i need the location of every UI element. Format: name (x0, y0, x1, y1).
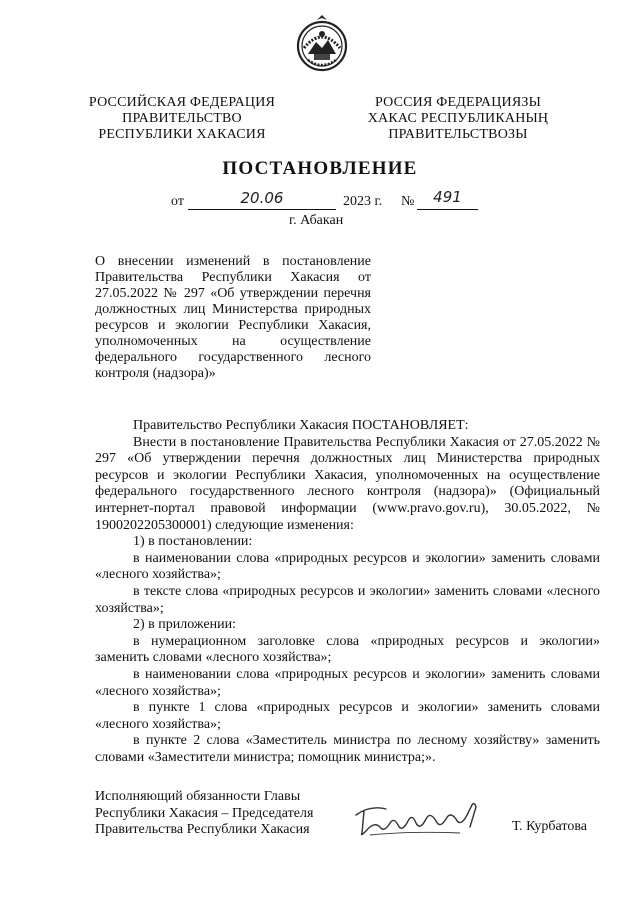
header-left-line: РЕСПУБЛИКИ ХАКАСИЯ (98, 127, 266, 142)
signatory-name: Т. Курбатова (512, 819, 587, 834)
number-handwritten: 491 (433, 188, 462, 206)
date-handwritten: 20.06 (240, 189, 284, 207)
number-underline (417, 188, 478, 210)
position-line: Республики Хакасия – Председателя (95, 805, 314, 821)
body-paragraph: в наименовании слова «природных ресурсов и экологии» заменить словами «лесного хозяйства»; (95, 666, 600, 699)
date-line (0, 188, 640, 215)
handwritten-signature (350, 797, 490, 841)
header-right (358, 95, 558, 143)
body-paragraph: в наименовании слова «природных ресурсов и экологии» заменить словами «лесного хозяйства»; (95, 550, 600, 583)
body-paragraph: 1) в постановлении: (133, 534, 253, 550)
body-paragraph: в тексте слова «природных ресурсов и экологии» заменить словами «лесного хозяйства»; (95, 583, 600, 616)
header-right-line: ПРАВИТЕЛЬСТВОЗЫ (388, 127, 528, 142)
subject: О внесении изменений в постановление Правительства Республики Хакасия от 27.05.2022 № 297 «Об утверждении перечня должностных лиц Министерства природных ресурсов и экологии Республики Хакасия, уполномоченных на осуществление федерального государственного лесного контроля (надзора)» (95, 254, 371, 381)
header-right-line: ХАКАС РЕСПУБЛИКАНЫҢ (367, 111, 549, 126)
document-title: ПОСТАНОВЛЕНИЕ (222, 158, 418, 179)
header-left-line: РОССИЙСКАЯ ФЕДЕРАЦИЯ (88, 95, 276, 110)
header-right-line: РОССИЯ ФЕДЕРАЦИЯЗЫ (374, 95, 542, 110)
header-left-line: ПРАВИТЕЛЬСТВО (122, 111, 242, 126)
signatory-position (95, 789, 313, 839)
year-label: 2023 г. (343, 194, 383, 209)
position-line: Исполняющий обязанности Главы (95, 789, 301, 804)
coat-of-arms-icon (294, 12, 350, 76)
position-line: Правительства Республики Хакасия (95, 822, 310, 837)
body-paragraph: Правительство Республики Хакасия ПОСТАНОВЛЯЕТ: (133, 418, 469, 433)
body-paragraph: в нумерационном заголовке слова «природных ресурсов и экологии» заменить словами «лесного хозяйства»; (95, 633, 600, 666)
from-label: от (171, 194, 184, 209)
body-text (95, 418, 600, 766)
city: г. Абакан (289, 213, 344, 228)
number-label: № (401, 194, 415, 209)
body-paragraph: Внести в постановление Правительства Республики Хакасия от 27.05.2022 № 297 «Об утверждении перечня должностных лиц Министерства природных ресурсов и экологии Республики Хакасия, уполномоченных на осуществление федерального государственного лесного контроля (надзора)» (Официальный интернет-портал правовой информации (www.pravo.gov.ru), 30.05.2022, № 1900202205300001) следующие изменения: (95, 434, 600, 533)
date-underline (188, 189, 336, 210)
body-paragraph: 2) в приложении: (133, 617, 236, 633)
header-left (82, 95, 282, 143)
body-paragraph: в пункте 2 слова «Заместитель министра по лесному хозяйству» заменить словами «Заместители министра; помощник министра;». (95, 733, 600, 765)
body-paragraph: в пункте 1 слова «природных ресурсов и экологии» заменить словами «лесного хозяйства»; (95, 700, 600, 732)
